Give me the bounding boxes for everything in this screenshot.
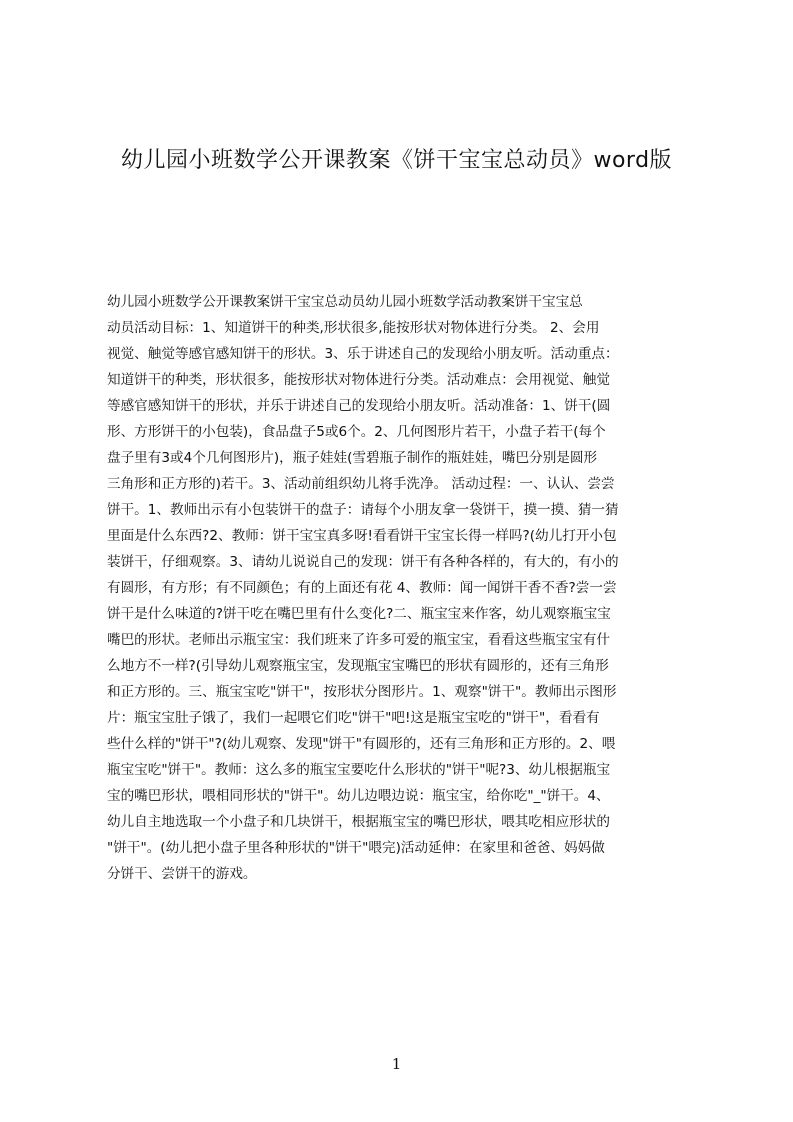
body-line: 动员活动目标：1、知道饼干的种类,形状很多,能按形状对物体进行分类。 2、会用 bbox=[107, 320, 600, 336]
document-body bbox=[107, 289, 697, 887]
document-title: 幼儿园小班数学公开课教案《饼干宝宝总动员》word版 bbox=[120, 148, 673, 173]
body-line: 形、方形饼干的小包装)，食品盘子5或6个。2、几何图形片若干，小盘子若干(每个 bbox=[107, 424, 606, 440]
body-line: 分饼干、尝饼干的游戏。 bbox=[107, 866, 257, 882]
body-line: 视觉、触觉等感官感知饼干的形状。3、乐于讲述自己的发现给小朋友听。活动重点： bbox=[107, 346, 619, 362]
body-line: 三角形和正方形的)若干。3、活动前组织幼儿将手洗净。 活动过程：一、认认、尝尝 bbox=[107, 476, 615, 492]
body-line: 些什么样的"饼干"?(幼儿观察、发现"饼干"有圆形的，还有三角形和正方形的。2、喂 bbox=[107, 736, 616, 752]
body-line: "饼干"。(幼儿把小盘子里各种形状的"饼干"喂完)活动延伸：在家里和爸爸、妈妈做 bbox=[107, 840, 605, 856]
body-line: 等感官感知饼干的形状，并乐于讲述自己的发现给小朋友听。活动准备：1、饼干(圆 bbox=[107, 398, 611, 414]
body-line: 和正方形的。三、瓶宝宝吃"饼干"，按形状分图形片。1、观察"饼干"。教师出示图形 bbox=[107, 684, 617, 700]
body-line: 知道饼干的种类，形状很多，能按形状对物体进行分类。活动难点：会用视觉、触觉 bbox=[107, 372, 610, 388]
body-line: 瓶宝宝吃"饼干"。教师：这么多的瓶宝宝要吃什么形状的"饼干"呢?3、幼儿根据瓶宝 bbox=[107, 762, 611, 778]
body-line: 幼儿自主地选取一个小盘子和几块饼干，根据瓶宝宝的嘴巴形状，喂其吃相应形状的 bbox=[107, 814, 610, 830]
body-line: 么地方不一样?(引导幼儿观察瓶宝宝，发现瓶宝宝嘴巴的形状有圆形的，还有三角形 bbox=[107, 658, 609, 674]
body-line: 饼干。1、教师出示有小包装饼干的盘子：请每个小朋友拿一袋饼干，摸一摸、猜一猜 bbox=[107, 502, 619, 518]
body-line: 片：瓶宝宝肚子饿了，我们一起喂它们吃"饼干"吧!这是瓶宝宝吃的"饼干"，看看有 bbox=[107, 710, 600, 726]
body-line: 有圆形，有方形；有不同颜色；有的上面还有花 4、教师：闻一闻饼干香不香?尝一尝 bbox=[107, 580, 617, 596]
body-line: 装饼干，仔细观察。3、请幼儿说说自己的发现：饼干有各种各样的，有大的，有小的 bbox=[107, 554, 619, 570]
body-line: 宝的嘴巴形状，喂相同形状的"饼干"。幼儿边喂边说：瓶宝宝，给你吃"_"饼干。4、 bbox=[107, 788, 610, 804]
body-line: 幼儿园小班数学公开课教案饼干宝宝总动员幼儿园小班数学活动教案饼干宝宝总 bbox=[107, 294, 583, 310]
page-number: 1 bbox=[391, 1055, 402, 1073]
body-line: 嘴巴的形状。老师出示瓶宝宝：我们班来了许多可爱的瓶宝宝，看看这些瓶宝宝有什 bbox=[107, 632, 610, 648]
body-line: 盘子里有3或4个几何图形片)，瓶子娃娃(雪碧瓶子制作的瓶娃娃，嘴巴分别是圆形 bbox=[107, 450, 598, 466]
body-line: 饼干是什么味道的?饼干吃在嘴巴里有什么变化?二、瓶宝宝来作客，幼儿观察瓶宝宝 bbox=[107, 606, 611, 622]
body-line: 里面是什么东西?2、教师：饼干宝宝真多呀!看看饼干宝宝长得一样吗?(幼儿打开小包 bbox=[107, 528, 617, 544]
